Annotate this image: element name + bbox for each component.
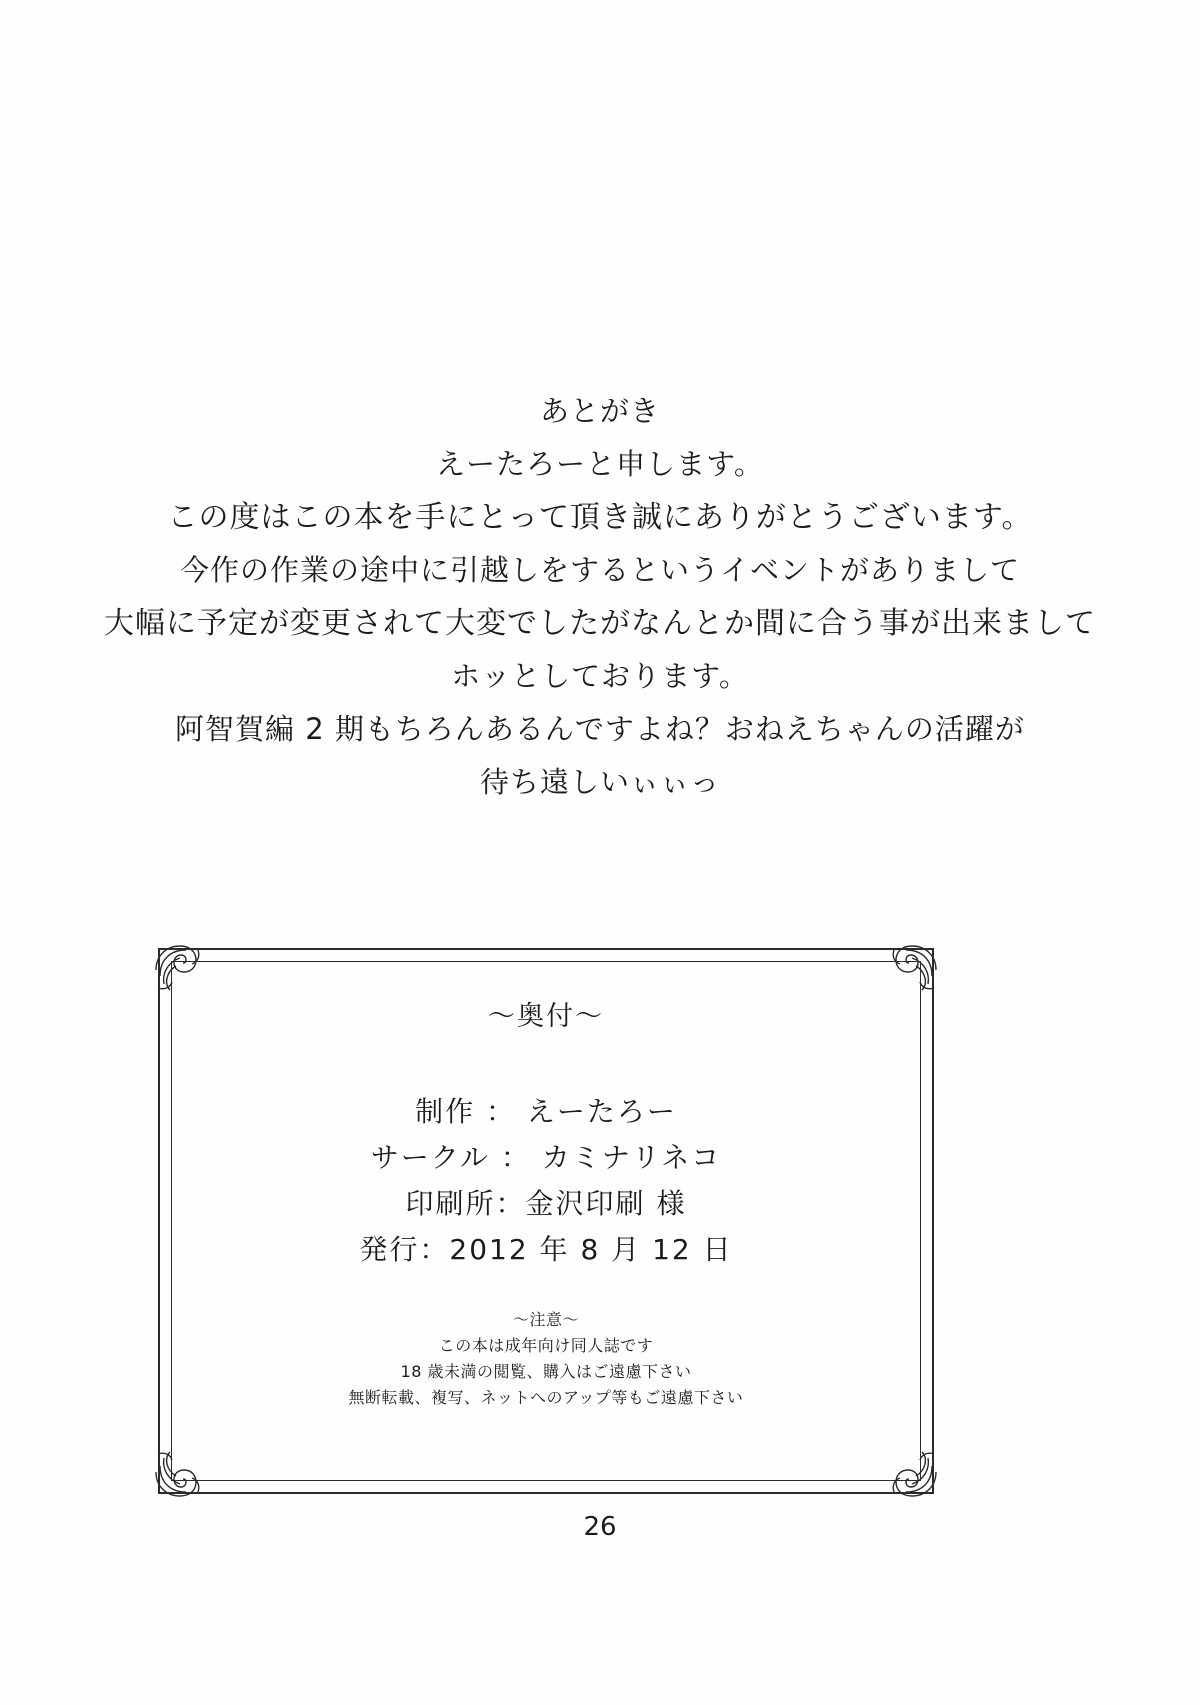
afterword-line: 大幅に予定が変更されて大変でしたがなんとか間に合う事が出来まして [104, 606, 1096, 641]
credit-line: 印刷所：金沢印刷 様 [405, 1187, 687, 1220]
notice-line: 無断転載、複写、ネットへのアップ等もご遠慮下さい [348, 1388, 744, 1407]
afterword-line: 待ち遠しいぃぃっ [479, 765, 720, 799]
colophon-frame [158, 948, 934, 1494]
colophon-title: ～奥付～ [488, 1001, 604, 1032]
afterword-line: ホッとしております。 [451, 659, 749, 693]
colophon-notice [158, 1307, 934, 1411]
afterword-block [0, 385, 1200, 809]
notice-line: この本は成年向け同人誌です [438, 1336, 654, 1355]
credit-line: サークル ： カミナリネコ [370, 1141, 722, 1174]
notice-line: 18 歳未満の閲覧、購入はご遠慮下さい [400, 1362, 692, 1381]
notice-line: ～注意～ [512, 1310, 579, 1329]
colophon-credits [158, 1089, 934, 1273]
page-number: 26 [583, 1512, 617, 1542]
credit-line: 発行：2012 年 8 月 12 日 [359, 1233, 733, 1266]
afterword-line: この度はこの本を手にとって頂き誠にありがとうございます。 [167, 500, 1033, 535]
afterword-line: 阿智賀編 2 期もちろんあるんですよね？おねえちゃんの活躍が [175, 712, 1025, 746]
credit-line: 制作 ： えーたろー [415, 1095, 677, 1128]
afterword-line: えーたろーと申します。 [436, 447, 764, 481]
colophon-content [158, 948, 934, 1494]
afterword-line: 今作の作業の途中に引越しをするというイベントがありまして [179, 553, 1020, 587]
afterword-line: あとがき [539, 394, 660, 428]
